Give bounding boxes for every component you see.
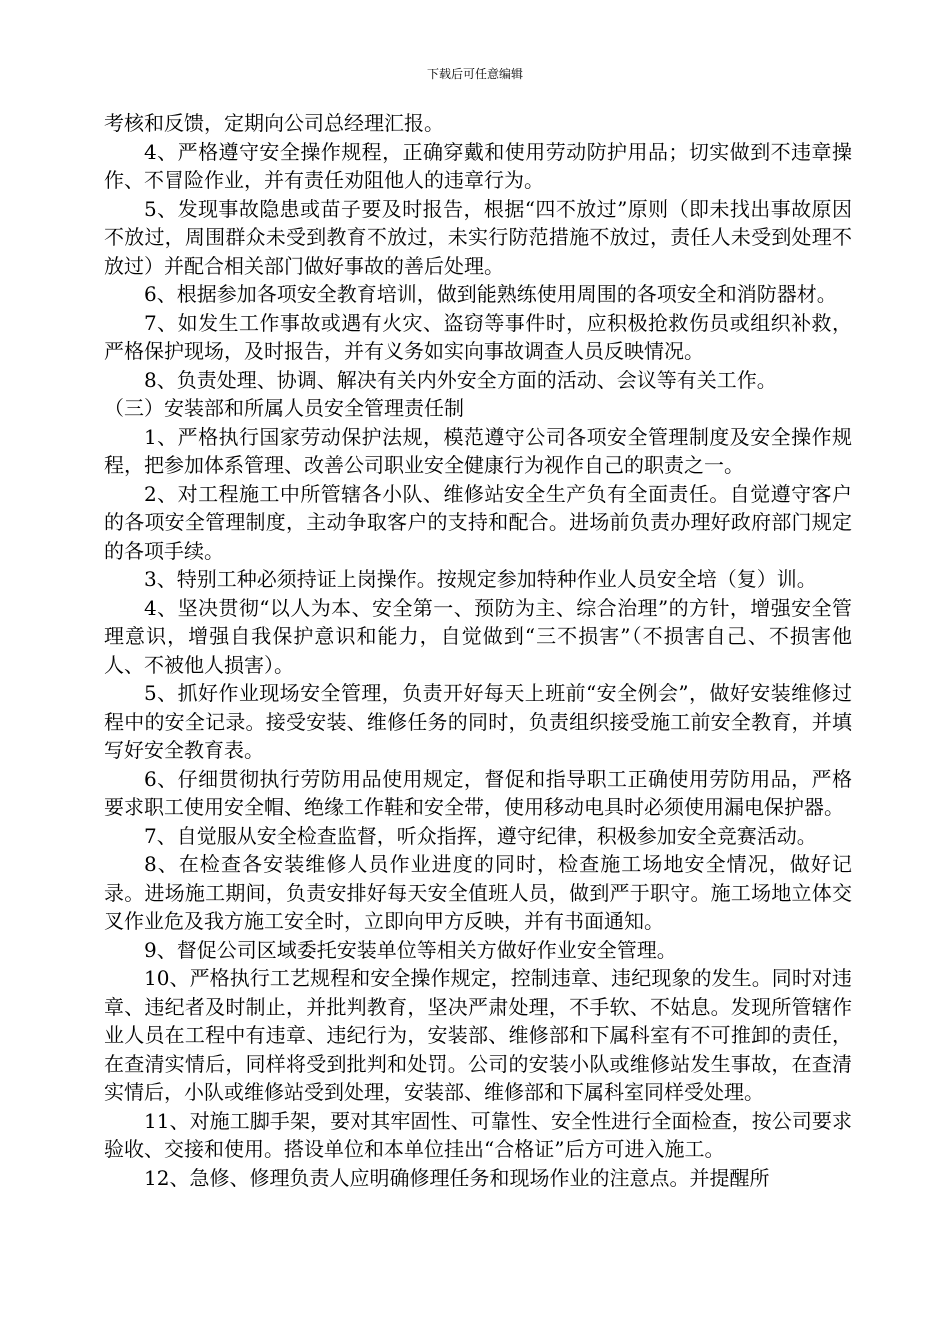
paragraph-item-8: 8、负责处理、协调、解决有关内外安全方面的活动、会议等有关工作。 bbox=[144, 367, 777, 392]
document-body bbox=[104, 109, 852, 1192]
paragraph-section3-item-10: 10、严格执行工艺规程和安全操作规定，控制违章、违纪现象的发生。同时对违章、违纪者及时制止，并批判教育，坚决严肃处理，不手软、不姑息。发现所管辖作业人员在工程中有违章、违纪行为，安装部、维修部和下属科室有不可推卸的责任，在查清实情后，同样将受到批判和处罚。公司的安装小队或维修站发生事故，在查清实情后，小队或维修站受到处理，安装部、维修部和下属科室同样受处理。 bbox=[104, 966, 852, 1104]
paragraph-continuation: 考核和反馈，定期向公司总经理汇报。 bbox=[104, 111, 444, 135]
paragraph-section3-item-6: 6、仔细贯彻执行劳防用品使用规定，督促和指导职工正确使用劳防用品，严格要求职工使用安全帽、绝缘工作鞋和安全带，使用移动电具时必须使用漏电保护器。 bbox=[104, 766, 852, 819]
paragraph-item-6: 6、根据参加各项安全教育培训，做到能熟练使用周围的各项安全和消防器材。 bbox=[144, 282, 837, 306]
paragraph-section3-item-9: 9、督促公司区域委托安装单位等相关方做好作业安全管理。 bbox=[144, 937, 677, 962]
section-heading: （三）安装部和所属人员安全管理责任制 bbox=[104, 396, 464, 420]
paragraph-section3-item-2: 2、对工程施工中所管辖各小队、维修站安全生产负有全面责任。自觉遵守客户的各项安全管理制度，主动争取客户的支持和配合。进场前负责办理好政府部门规定的各项手续。 bbox=[104, 481, 852, 563]
paragraph-section3-item-11: 11、对施工脚手架，要对其牢固性、可靠性、安全性进行全面检查，按公司要求验收、交接和使用。搭设单位和本单位挂出“合格证”后方可进入施工。 bbox=[104, 1108, 852, 1161]
paragraph-section3-item-8: 8、在检查各安装维修人员作业进度的同时，检查施工场地安全情况，做好记录。进场施工期间，负责安排好每天安全值班人员，做到严于职守。施工场地立体交叉作业危及我方施工安全时，立即向甲方反映，并有书面通知。 bbox=[104, 852, 852, 933]
paragraph-section3-item-4: 4、坚决贯彻“以人为本、安全第一、预防为主、综合治理”的方针，增强安全管理意识，增强自我保护意识和能力，自觉做到“三不损害”（不损害自己、不损害他人、不被他人损害）。 bbox=[104, 595, 852, 677]
paragraph-section3-item-5: 5、抓好作业现场安全管理，负责开好每天上班前“安全例会”，做好安装维修过程中的安全记录。接受安装、维修任务的同时，负责组织接受施工前安全教育，并填写好安全教育表。 bbox=[104, 681, 852, 762]
paragraph-item-4: 4、严格遵守安全操作规程，正确穿戴和使用劳动防护用品；切实做到不违章操作、不冒险作业，并有责任劝阻他人的违章行为。 bbox=[104, 139, 852, 192]
paragraph-item-5: 5、发现事故隐患或苗子要及时报告，根据“四不放过”原则（即未找出事故原因不放过，周围群众未受到教育不放过，未实行防范措施不放过，责任人未受到处理不放过）并配合相关部门做好事故的善后处理。 bbox=[104, 196, 852, 278]
paragraph-section3-item-7: 7、自觉服从安全检查监督，听众指挥，遵守纪律，积极参加安全竞赛活动。 bbox=[144, 823, 817, 848]
paragraph-section3-item-3: 3、特别工种必须持证上岗操作。按规定参加特种作业人员安全培（复）训。 bbox=[144, 567, 817, 591]
paragraph-section3-item-12: 12、急修、修理负责人应明确修理任务和现场作业的注意点。并提醒所 bbox=[144, 1165, 770, 1190]
paragraph-item-7: 7、如发生工作事故或遇有火灾、盗窃等事件时，应积极抢救伤员或组织补救，严格保护现场，及时报告，并有义务如实向事故调查人员反映情况。 bbox=[104, 310, 852, 363]
paragraph-section3-item-1: 1、严格执行国家劳动保护法规，模范遵守公司各项安全管理制度及安全操作规程，把参加体系管理、改善公司职业安全健康行为视作自己的职责之一。 bbox=[104, 424, 852, 477]
page-header: 下载后可任意编辑 bbox=[426, 67, 523, 81]
